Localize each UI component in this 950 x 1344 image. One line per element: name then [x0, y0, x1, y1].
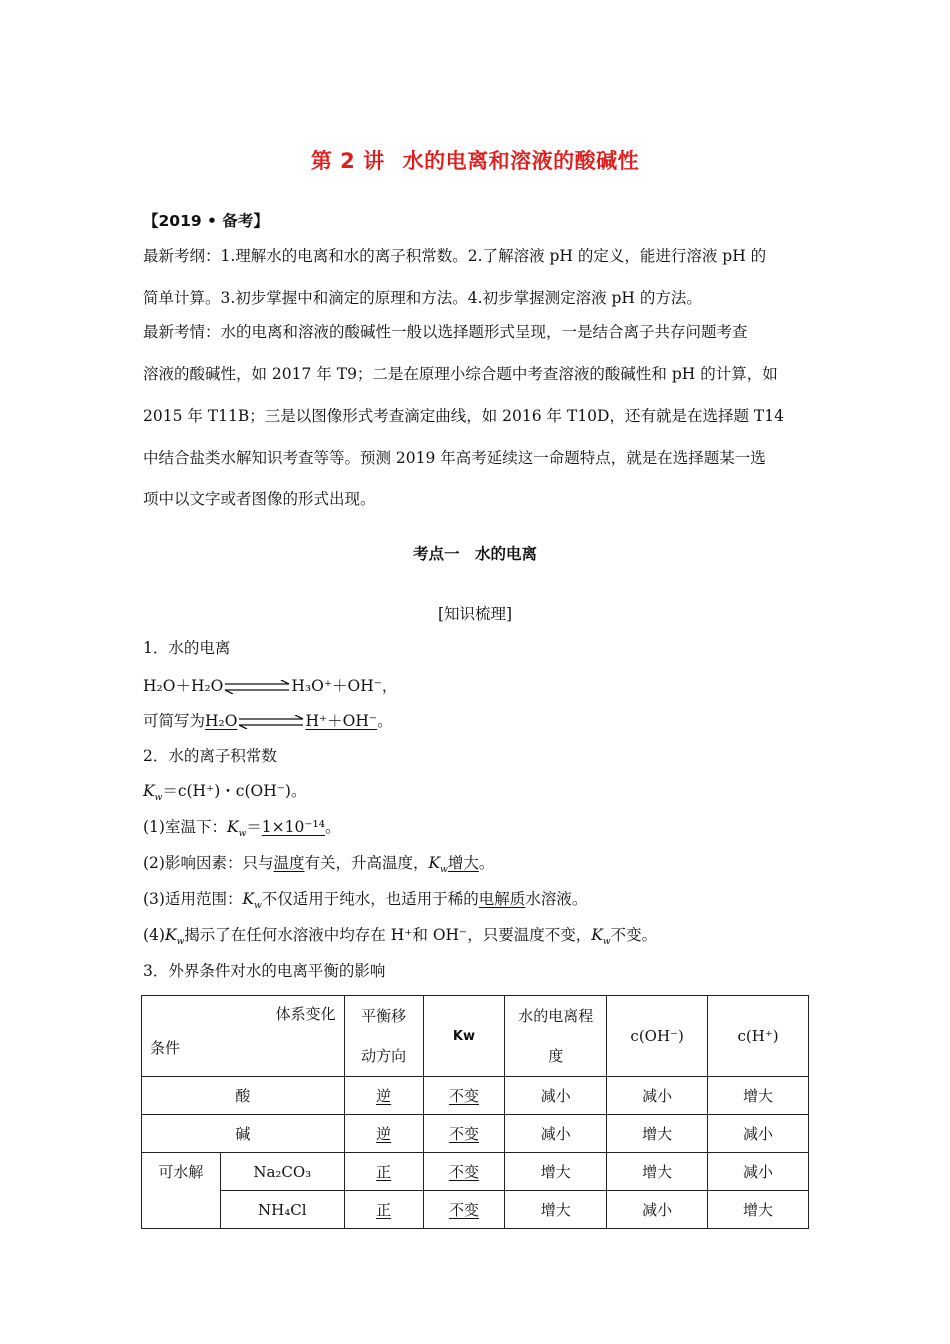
kw-symbol: $K_w$ — [428, 854, 448, 876]
p1-end: 。 — [324, 818, 341, 836]
p1-value: 1×10⁻¹⁴ — [261, 818, 325, 836]
oh-value: 减小 — [607, 1077, 708, 1115]
equation-1 — [143, 675, 813, 697]
outline-line-2: 简单计算。3.初步掌握中和滴定的原理和方法。4.初步掌握测定溶液 pH 的方法。 — [143, 289, 702, 307]
eq2-left: H₂O — [205, 712, 238, 730]
row-label: 碱 — [142, 1115, 345, 1153]
h-value: 减小 — [708, 1153, 809, 1191]
oh-header: c(OH⁻) — [630, 1027, 684, 1045]
kw-symbol: $K_w$ — [226, 818, 247, 840]
degree-value: 减小 — [505, 1077, 607, 1115]
eq2-prefix: 可简写为 — [143, 712, 206, 730]
group-label: 可水解 — [142, 1153, 221, 1229]
ionization-effects-table — [141, 995, 809, 1229]
item2-heading: 2．水的离子积常数 — [143, 747, 277, 765]
kw-definition — [143, 780, 813, 802]
lecture-title: 水的电离和溶液的酸碱性 — [402, 149, 640, 173]
p1-prefix: (1)室温下： — [143, 818, 227, 836]
degree-value: 增大 — [505, 1153, 607, 1191]
item3-heading: 3．外界条件对水的电离平衡的影响 — [143, 962, 386, 980]
point-3 — [143, 888, 813, 910]
point-4 — [143, 924, 813, 946]
section-subheading: [知识梳理] — [437, 605, 513, 623]
table-row — [142, 1115, 809, 1153]
kw-header: Kw — [452, 1028, 475, 1044]
situation-line-5: 项中以文字或者图像的形式出现。 — [143, 490, 376, 508]
situation-line-4: 中结合盐类水解知识考查等等。预测 2019 年高考延续这一命题特点，就是在选择题某一选 — [143, 449, 766, 467]
degree-header-cell — [505, 996, 607, 1077]
degree-value: 增大 — [505, 1191, 607, 1229]
kw-value: 不变 — [448, 1087, 479, 1105]
kw-value: 不变 — [448, 1163, 479, 1181]
eq2-end: 。 — [377, 712, 393, 730]
table-row — [142, 1153, 809, 1191]
p4-end: 不变。 — [610, 926, 658, 944]
shift-header-line-2: 动方向 — [361, 1047, 407, 1065]
lecture-number: 第 2 讲 — [310, 149, 385, 173]
shift-value: 正 — [376, 1201, 392, 1219]
situation-line-2: 溶液的酸碱性，如 2017 年 T9；二是在原理小综合题中考查溶液的酸碱性和 pH 的计算，如 — [143, 365, 778, 383]
point-1 — [143, 816, 813, 838]
oh-value: 增大 — [607, 1115, 708, 1153]
degree-header-line-1: 水的电离程 — [518, 1007, 594, 1025]
kw-header-cell — [423, 996, 505, 1077]
outline-line-1: 最新考纲：1.理解水的电离和水的离子积常数。2.了解溶液 pH 的定义，能进行溶液 pH 的 — [143, 247, 767, 265]
kw-symbol: $K_w$ — [164, 926, 185, 948]
situation-line-3: 2015 年 T11B；三是以图像形式考查滴定曲线，如 2016 年 T10D，还有就是在选择题 T14 — [143, 407, 784, 425]
degree-value: 减小 — [505, 1115, 607, 1153]
h-value: 增大 — [708, 1191, 809, 1229]
section-heading: 考点一 水的电离 — [412, 545, 537, 563]
corner-header-cell — [142, 996, 345, 1077]
p4-mid: 揭示了在任何水溶液中均存在 H⁺和 OH⁻，只要温度不变， — [184, 926, 592, 944]
eq2-right: H⁺＋OH⁻ — [305, 712, 378, 730]
p2-answer-2: 增大 — [447, 854, 479, 872]
corner-bottom-label: 条件 — [150, 1039, 181, 1057]
eq1-left: H₂O＋H₂O — [143, 677, 224, 695]
equation-2 — [143, 710, 813, 732]
oh-value: 增大 — [607, 1153, 708, 1191]
p3-end: 水溶液。 — [525, 890, 588, 908]
h-value: 减小 — [708, 1115, 809, 1153]
oh-value: 减小 — [607, 1191, 708, 1229]
equilibrium-arrow-icon — [223, 680, 291, 694]
degree-header-line-2: 度 — [548, 1047, 564, 1065]
kw-symbol: $K_w$ — [143, 782, 163, 804]
p2-end: 。 — [478, 854, 495, 872]
h-header: c(H⁺) — [737, 1027, 779, 1045]
shift-value: 逆 — [376, 1087, 392, 1105]
eq1-right: H₃O⁺＋OH⁻ — [291, 677, 382, 695]
kw-def-text: ＝c(H⁺)・c(OH⁻)。 — [162, 782, 307, 800]
p3-mid: 不仅适用于纯水，也适用于稀的 — [261, 890, 479, 908]
situation-line-1: 最新考情：水的电离和溶液的酸碱性一般以选择题形式呈现，一是结合离子共存问题考查 — [143, 323, 748, 341]
point-2 — [143, 852, 813, 874]
corner-top-label: 体系变化 — [275, 1005, 336, 1023]
equilibrium-arrow-icon — [237, 715, 305, 729]
row-label: 酸 — [142, 1077, 345, 1115]
p2-mid: 有关，升高温度， — [304, 854, 429, 872]
p1-mid: ＝ — [246, 818, 262, 836]
h-header-cell — [708, 996, 809, 1077]
row-label: NH₄Cl — [220, 1191, 344, 1229]
p4-prefix: (4) — [143, 926, 165, 944]
eq1-end: ， — [381, 677, 398, 695]
table-row — [142, 1077, 809, 1115]
shift-value: 正 — [376, 1163, 392, 1181]
shift-value: 逆 — [376, 1125, 392, 1143]
table-row — [142, 1191, 809, 1229]
kw-symbol: $K_w$ — [242, 890, 262, 912]
p3-prefix: (3)适用范围： — [143, 890, 243, 908]
item1-heading: 1．水的电离 — [143, 639, 231, 657]
table-header-row — [142, 996, 809, 1077]
p3-answer: 电解质 — [478, 890, 526, 908]
page-title — [0, 145, 950, 175]
shift-header-cell — [344, 996, 423, 1077]
shift-header-line-1: 平衡移 — [361, 1007, 407, 1025]
kw-symbol: $K_w$ — [591, 926, 611, 948]
oh-header-cell — [607, 996, 708, 1077]
row-label: Na₂CO₃ — [220, 1153, 344, 1191]
p2-prefix: (2)影响因素：只与 — [143, 854, 274, 872]
prep-tag: 【2019 • 备考】 — [143, 212, 269, 230]
p2-answer-1: 温度 — [273, 854, 305, 872]
h-value: 增大 — [708, 1077, 809, 1115]
kw-value: 不变 — [448, 1125, 479, 1143]
kw-value: 不变 — [448, 1201, 479, 1219]
